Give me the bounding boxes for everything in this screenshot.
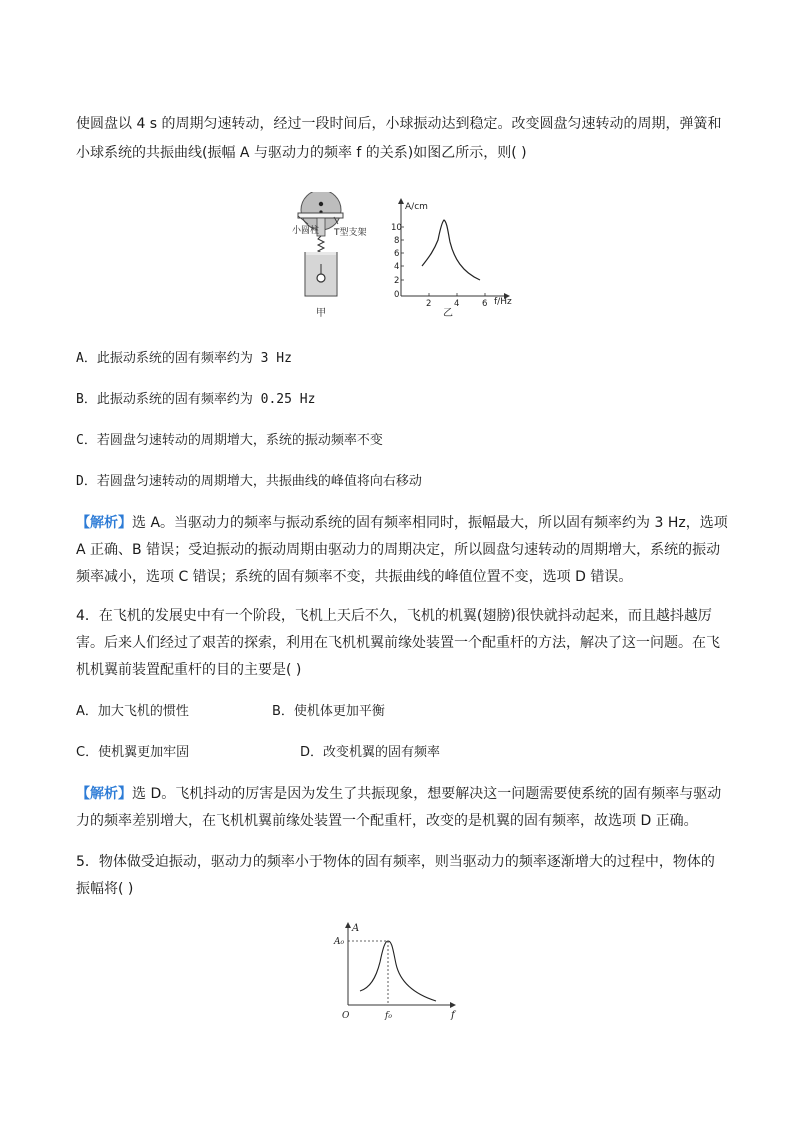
y-tick: 10 (391, 223, 402, 233)
option-a[interactable]: A．此振动系统的固有频率约为 3 Hz (76, 351, 292, 366)
caption-jia: 甲 (316, 308, 326, 319)
analysis-tag: 【解析】 (76, 515, 132, 531)
label-small-cylinder: 小圆柱 (292, 226, 320, 236)
option-b[interactable]: B．此振动系统的固有频率约为 0.25 Hz (76, 392, 316, 407)
amplitude-curve (360, 941, 436, 1001)
y-tick-labels (391, 223, 402, 300)
analysis-tag: 【解析】 (76, 786, 132, 802)
analysis-q3-line-1: 【解析】选 A。当驱动力的频率与振动系统的固有频率相同时，振幅最大，所以固有频率约为 3 Hz，选项 (76, 515, 728, 531)
intro-line-1: 使圆盘以 4 s 的周期匀速转动，经过一段时间后，小球振动达到稳定。改变圆盘匀速转动的周期，弹簧和 (76, 116, 722, 132)
y-tick: 8 (394, 236, 400, 246)
y-tick: 6 (394, 249, 400, 259)
y-axis-arrow-icon (398, 198, 404, 204)
analysis-q3-line-3: 频率减小，选项 C 错误；系统的固有频率不变，共振曲线的峰值位置不变，选项 D 错误。 (76, 569, 633, 585)
figure-forced-vibration-curve (330, 918, 465, 1022)
x-tick: 6 (482, 299, 488, 309)
option-d[interactable]: D．若圆盘匀速转动的周期增大，共振曲线的峰值将向右移动 (76, 474, 422, 489)
label-t-frame: T型支架 (334, 228, 367, 238)
origin-label: O (342, 1011, 350, 1021)
y-axis-label: A (352, 923, 360, 934)
natural-frequency-label: f₀ (385, 1011, 392, 1021)
analysis-q4-line-1: 【解析】选 D。飞机抖动的厉害是因为发生了共振现象，想要解决这一问题需要使系统的固有频率与驱动 (76, 786, 722, 802)
option-c[interactable]: C．若圆盘匀速转动的周期增大，系统的振动频率不变 (76, 433, 383, 448)
question-5-line-1: 5．物体做受迫振动，驱动力的频率小于物体的固有频率，则当驱动力的频率逐渐增大的过程中，物体的 (76, 854, 715, 870)
resonance-curve (422, 220, 480, 280)
option-b[interactable]: B．使机体更加平衡 (272, 704, 385, 719)
question-4-line-1: 4．在飞机的发展史中有一个阶段，飞机上天后不久，飞机的机翼(翅膀)很快就抖动起来，而且越抖越厉 (76, 608, 712, 624)
y-axis-arrow-icon (345, 922, 351, 928)
question-4-line-2: 害。后来人们经过了艰苦的探索，利用在飞机机翼前缘处装置一个配重杆的方法，解决了这一问题。在飞 (76, 635, 720, 651)
question-5-line-2: 振幅将( ) (76, 881, 134, 897)
y-tick: 0 (394, 290, 400, 300)
analysis-q4-line-2: 力的频率差别增大，在飞机机翼前缘处装置一个配重杆，改变的是机翼的固有频率，故选项 D 正确。 (76, 813, 698, 829)
x-tick: 2 (426, 299, 432, 309)
peak-amplitude-label: A₀ (334, 937, 345, 947)
resonance-graph (391, 198, 512, 319)
x-tick-labels (426, 299, 487, 309)
x-axis-arrow-icon (450, 1002, 456, 1008)
option-d[interactable]: D．改变机翼的固有频率 (300, 745, 441, 760)
y-tick: 4 (394, 262, 400, 272)
analysis-q3-line-2: A 正确、B 错误；受迫振动的振动周期由驱动力的周期决定，所以圆盘匀速转动的周期增大，系统的振动 (76, 542, 721, 558)
caption-yi: 乙 (443, 308, 453, 319)
x-axis-label: f/Hz (494, 297, 512, 307)
y-tick: 2 (394, 276, 400, 286)
x-tick: 4 (454, 299, 460, 309)
x-axis-label: f (451, 1010, 455, 1021)
figure-apparatus-and-resonance-curve (268, 192, 528, 322)
option-a[interactable]: A．加大飞机的惯性 (76, 704, 189, 719)
question-4-line-3: 机机翼前装置配重杆的目的主要是( ) (76, 662, 302, 678)
y-axis-label: A/cm (405, 202, 428, 212)
apparatus-diagram (292, 192, 367, 319)
option-c[interactable]: C．使机翼更加牢固 (76, 745, 190, 760)
intro-line-2: 小球系统的共振曲线(振幅 A 与驱动力的频率 f 的关系)如图乙所示，则( ) (76, 145, 527, 161)
